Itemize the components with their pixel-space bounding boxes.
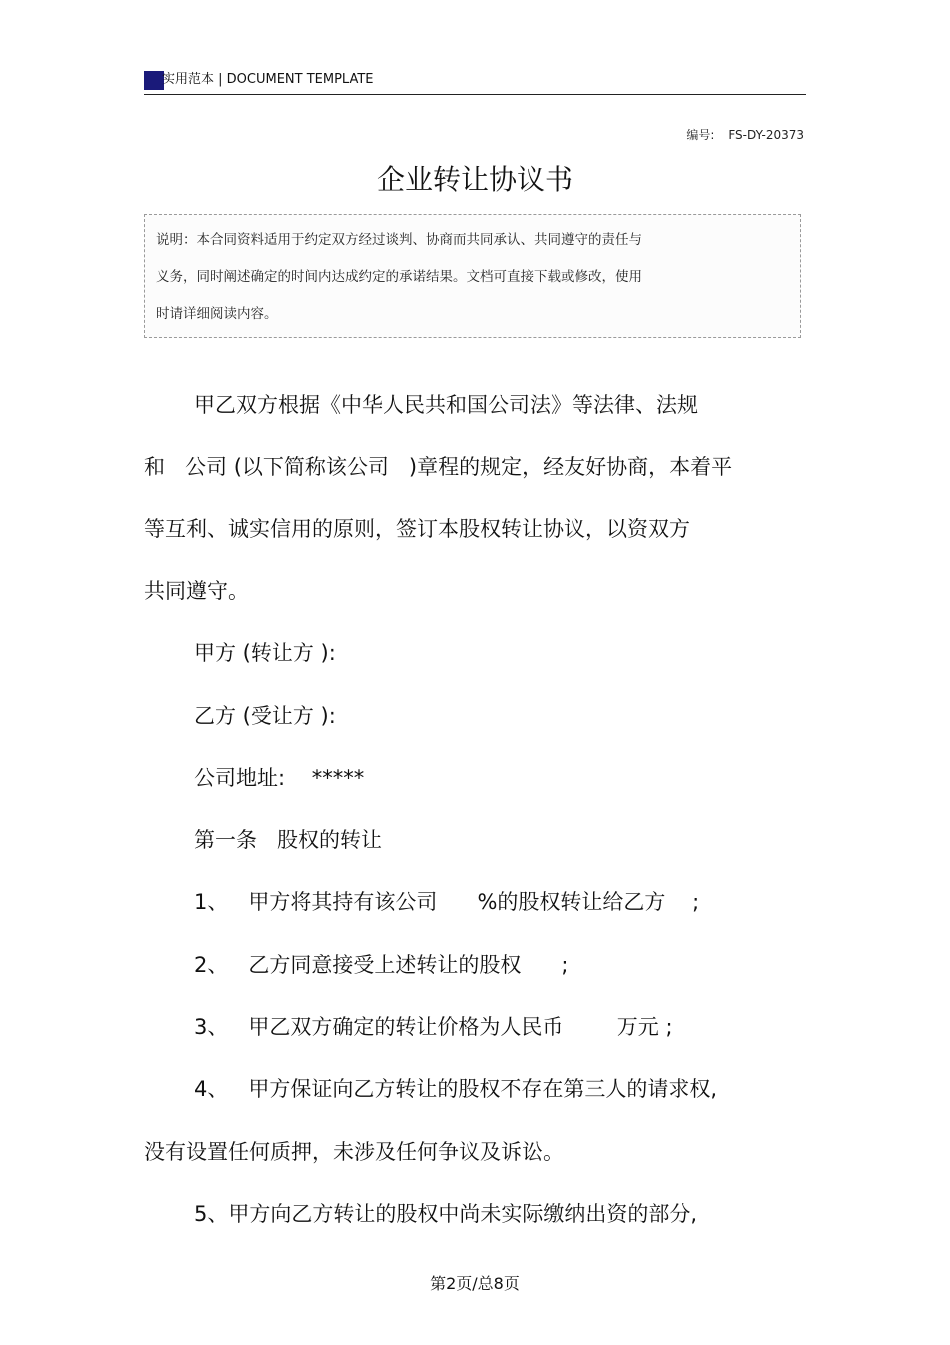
note-box	[144, 214, 801, 338]
body-line: 公司地址: *****	[194, 766, 365, 790]
clause-item: 5、甲方向乙方转让的股权中尚未实际缴纳出资的部分,	[194, 1202, 698, 1226]
body-line: 没有设置任何质押，未涉及任何争议及诉讼。	[144, 1140, 564, 1164]
clause-item: 2、 乙方同意接受上述转让的股权 ;	[194, 953, 569, 977]
clause-item: 3、 甲乙双方确定的转让价格为人民币 万元 ;	[194, 1015, 673, 1039]
document-number	[686, 126, 804, 144]
document-number-label: 编号:	[686, 128, 715, 142]
clause-item: 4、 甲方保证向乙方转让的股权不存在第三人的请求权,	[194, 1077, 718, 1101]
document-title: 企业转让协议书	[376, 163, 573, 196]
note-line: 义务，同时阐述确定的时间内达成约定的承诺结果。文档可直接下载或修改，使用	[156, 269, 642, 285]
body-line: 等互利、诚实信用的原则，签订本股权转让协议，以资双方	[144, 517, 690, 541]
body-line: 乙方 (受让方 ):	[194, 704, 336, 728]
note-line: 时请详细阅读内容。	[156, 306, 278, 322]
logo-square-icon	[144, 71, 164, 90]
body-line: 共同遵守。	[144, 579, 249, 603]
body-line: 甲方 (转让方 ):	[194, 641, 336, 665]
body-line: 和 公司 (以下简称该公司 )章程的规定，经友好协商，本着平	[144, 455, 733, 479]
header-text: 实用范本 | DOCUMENT TEMPLATE	[162, 72, 374, 87]
body-line: 甲乙双方根据《中华人民共和国公司法》等法律、法规	[194, 393, 698, 417]
note-line: 说明：本合同资料适用于约定双方经过谈判、协商而共同承认、共同遵守的责任与	[156, 232, 642, 248]
article-heading: 第一条 股权的转让	[194, 828, 383, 852]
document-number-value: FS-DY-20373	[728, 128, 804, 142]
page-footer: 第2页/总8页	[430, 1274, 520, 1293]
clause-item: 1、 甲方将其持有该公司 %的股权转让给乙方 ;	[194, 890, 700, 914]
document-header	[144, 68, 806, 95]
